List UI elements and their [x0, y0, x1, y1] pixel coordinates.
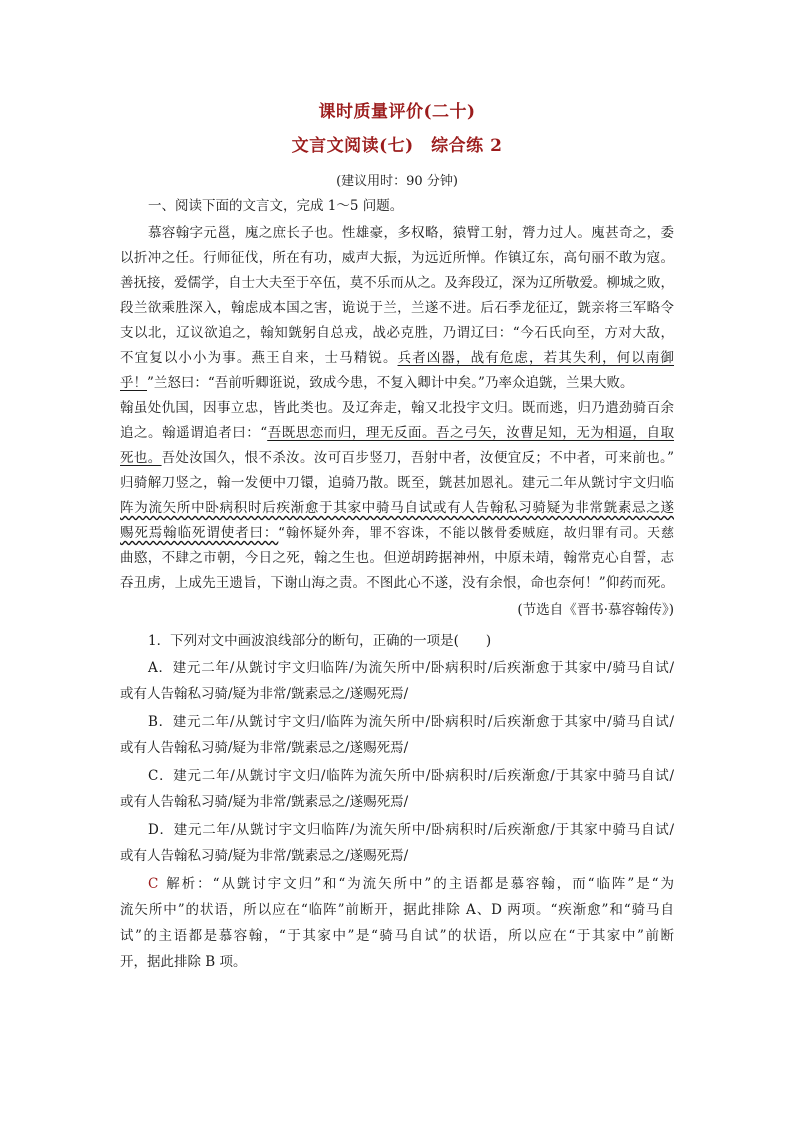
option-a: A．建元二年/从皝讨宇文归临阵/为流矢所中/卧病积时/后疾渐愈于其家中/骑马自试/: [148, 660, 674, 676]
explanation-text: 解析：“从皝讨宇文归”和“为流矢所中”的主语都是慕容翰，而“临阵”是“为: [164, 876, 674, 892]
passage-line: 支以北，辽议欲追之，翰知皝躬自总戎，战必克胜，乃谓辽曰：“今石氏向至，方对大敌，: [120, 325, 674, 341]
passage-line: 段兰欲乘胜深入，翰虑成本国之害，诡说于兰，兰遂不进。后石季龙征辽，皝亲将三军略令: [120, 300, 674, 316]
option-a-cont: 或有人告翰私习骑/疑为非常/皝素忌之/遂赐死焉/: [120, 686, 409, 702]
underlined-text: 吾既思恋而归，理无反面。吾之弓矢，汝曹足知，无为相逼，自取: [267, 425, 675, 441]
option-c-cont: 或有人告翰私习骑/疑为非常/皝素忌之/遂赐死焉/: [120, 794, 409, 810]
passage-line: [120, 523, 674, 544]
passage-source: (节选自《晋书·慕容翰传》): [517, 602, 674, 618]
passage-line: 以折冲之任。行师征伐，所在有功，威声大振，为远近所惮。作镇辽东，高句丽不敢为寇。: [120, 250, 674, 266]
passage-line: [120, 423, 674, 443]
passage-line: 归骑解刀竖之，翰一发便中刀镮，追骑乃散。既至，皝甚加恩礼。建元二年从皝讨宇文归临: [120, 475, 674, 491]
answer-letter: C: [148, 876, 159, 892]
underlined-text: 乎！: [120, 375, 147, 391]
passage-line: 翰虽处仇国，因事立忠，皆此类也。及辽奔走，翰又北投宇文归。既而逃，归乃遣劲骑百余: [120, 400, 674, 416]
passage-line: [120, 448, 674, 468]
explanation-line: 开，据此排除 B 项。: [120, 954, 247, 970]
passage-line: 善抚接，爱儒学，自士大夫至于卒伍，莫不乐而从之。及奔段辽，深为辽所敬爱。柳城之败，: [120, 275, 674, 291]
wavy-underlined-text: 赐死焉翰临死谓使者曰：: [120, 525, 279, 541]
passage-line: [120, 348, 674, 368]
option-c: C．建元二年/从皝讨宇文归/临阵为流矢所中/卧病积时/后疾渐愈/于其家中骑马自试/: [148, 768, 674, 784]
wavy-underlined-line: 阵为流矢所中卧病积时后疾渐愈于其家中骑马自试或有人告翰私习骑疑为非常皝素忌之遂: [120, 500, 674, 516]
underlined-text: 死也。: [120, 450, 162, 466]
passage-text: 吾处汝国久，恨不杀汝。汝可百步竖刀，吾射中者，汝便宜反；不中者，可来前也。”: [161, 450, 675, 466]
page-subtitle: 文言文阅读(七) 综合练 2: [291, 136, 503, 156]
explanation-line: 试”的主语都是慕容翰，“于其家中”是“骑马自试”的状语，所以应在“于其家中”前断: [120, 928, 674, 944]
answer-line: [148, 874, 674, 894]
suggested-time: (建议用时：90 分钟): [336, 174, 458, 189]
passage-text: “翰怀疑外奔，罪不容诛，不能以骸骨委贼庭，故归罪有司。天慈: [278, 526, 674, 541]
passage-text: 不宜复以小小为事。燕王自来，士马精锐。: [120, 350, 398, 366]
underlined-text: 兵者凶器，战有危虑，若其失利，何以南御: [397, 350, 675, 366]
option-d: D．建元二年/从皝讨宇文归临阵/为流矢所中/卧病积时/后疾渐愈/于其家中骑马自试/: [148, 822, 674, 838]
passage-text: 追之。翰遥谓追者曰：“: [120, 425, 268, 441]
passage-line: 吞丑虏，上成先王遗旨，下谢山海之责。不图此心不遂，没有余恨，命也奈何！”仰药而死。: [120, 575, 674, 591]
question-stem: 1．下列对文中画波浪线部分的断句，正确的一项是( ): [148, 633, 492, 649]
option-b: B．建元二年/从皝讨宇文归/临阵为流矢所中/卧病积时/后疾渐愈于其家中/骑马自试/: [148, 714, 674, 730]
passage-text: ”兰怒曰：“吾前听卿诳说，致成今患，不复入卿计中矣。”乃率众追皝，兰果大败。: [147, 375, 634, 391]
passage-line: [120, 373, 674, 393]
page-title: 课时质量评价(二十): [318, 102, 476, 122]
passage-line: 慕容翰字元邕，廆之庶长子也。性雄豪，多权略，猿臂工射，膂力过人。廆甚奇之，委: [148, 225, 674, 241]
passage-line: 曲愍，不肆之市朝，今日之死，翰之生也。但逆胡跨据神州，中原未靖，翰常克心自誓，志: [120, 550, 674, 566]
explanation-line: 流矢所中”的状语，所以应在“临阵”前断开，据此排除 A、D 两项。“疾渐愈”和“骑马自: [120, 902, 674, 918]
option-b-cont: 或有人告翰私习骑/疑为非常/皝素忌之/遂赐死焉/: [120, 740, 409, 756]
instruction: 一、阅读下面的文言文，完成 1～5 问题。: [148, 198, 404, 214]
option-d-cont: 或有人告翰私习骑/疑为非常/皝素忌之/遂赐死焉/: [120, 848, 409, 864]
